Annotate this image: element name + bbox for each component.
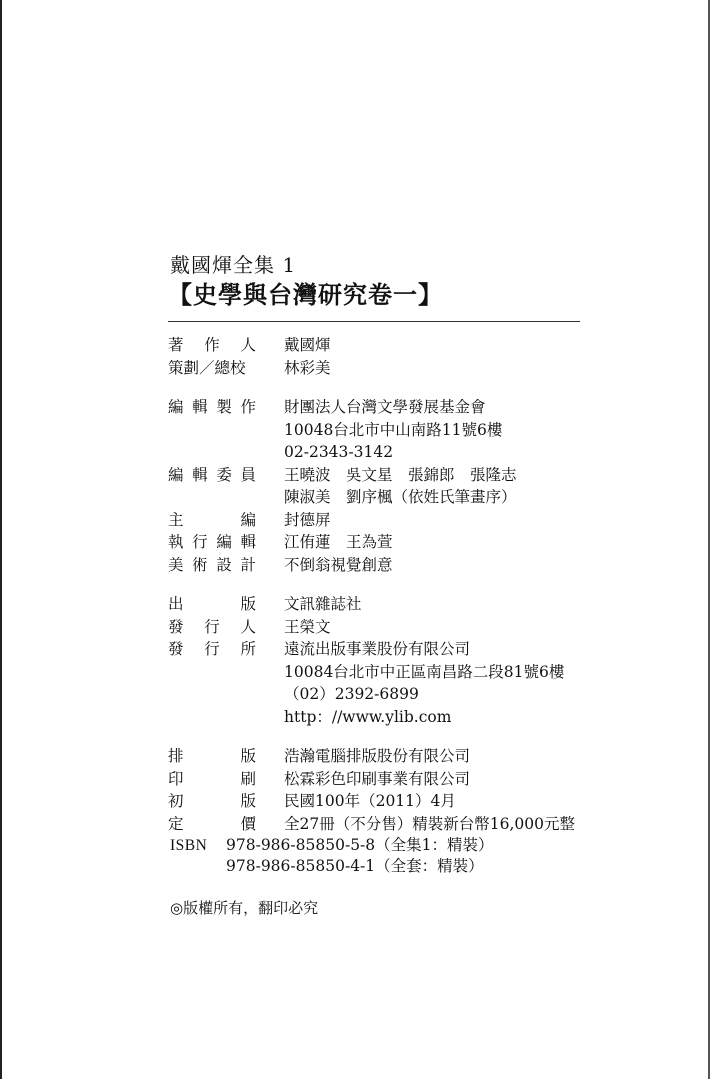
credit-value: 林彩美 xyxy=(284,358,331,377)
isbn-value: 978-986-85850-4-1（全套：精裝） xyxy=(226,857,484,875)
credit-value: 02-2343-3142 xyxy=(284,443,394,461)
credit-label: 印刷 xyxy=(168,769,256,788)
credit-value: 10084台北市中正區南昌路二段81號6樓 xyxy=(284,662,565,681)
credit-label-wrap xyxy=(168,790,284,813)
credit-label: 定價 xyxy=(168,814,256,833)
isbn-value: 978-986-85850-5-8（全集1：精裝） xyxy=(226,836,494,854)
title-divider xyxy=(168,321,580,322)
credit-label-wrap xyxy=(168,813,284,836)
credit-values xyxy=(284,593,588,616)
credit-values xyxy=(284,768,588,791)
credit-values xyxy=(284,813,588,836)
credit-label: 執行編輯 xyxy=(168,533,256,551)
credit-value: http：//www.ylib.com xyxy=(284,707,452,726)
credit-label-wrap xyxy=(168,593,284,616)
printing-block xyxy=(168,745,588,835)
credit-label-wrap xyxy=(168,638,284,728)
credit-row xyxy=(168,616,588,639)
credit-values xyxy=(284,334,588,357)
credit-row xyxy=(168,790,588,813)
credit-value: 松霖彩色印刷事業有限公司 xyxy=(284,769,471,788)
credit-values xyxy=(284,616,588,639)
credit-values xyxy=(284,745,588,768)
credit-row xyxy=(168,638,588,728)
credit-values xyxy=(284,790,588,813)
credit-value: 王榮文 xyxy=(284,617,331,636)
credit-values xyxy=(284,638,588,728)
credit-value: （02）2392-6899 xyxy=(284,685,419,703)
credit-value: 王曉波 吳文星 張錦郎 張隆志 xyxy=(284,465,517,484)
credit-values xyxy=(284,531,588,554)
credit-label-wrap xyxy=(168,357,284,380)
credit-label: 著作人 xyxy=(168,336,256,354)
credit-label-wrap xyxy=(168,616,284,639)
credit-label-wrap xyxy=(168,745,284,768)
credit-row xyxy=(168,334,588,357)
credit-values xyxy=(284,396,588,464)
credit-value: 遠流出版事業股份有限公司 xyxy=(284,640,471,658)
credit-label-wrap xyxy=(168,531,284,554)
credit-value: 封德屏 xyxy=(284,510,331,529)
credit-row xyxy=(168,554,588,577)
credit-label: 發行人 xyxy=(168,617,256,636)
credit-value: 不倒翁視覺創意 xyxy=(284,555,393,574)
credit-label-wrap xyxy=(168,334,284,357)
isbn-label: ISBN xyxy=(170,837,208,854)
isbn-values xyxy=(226,835,494,877)
credit-label-wrap xyxy=(168,768,284,791)
credit-value: 浩瀚電腦排版股份有限公司 xyxy=(284,747,471,765)
credit-label: 美術設計 xyxy=(168,555,256,574)
credit-row xyxy=(168,357,588,380)
credit-row xyxy=(168,464,588,509)
credit-label: 初版 xyxy=(168,792,256,810)
credit-label: 發行所 xyxy=(168,640,256,658)
credit-label: 編輯委員 xyxy=(168,465,256,484)
copyright-notice: ◎版權所有，翻印必究 xyxy=(170,899,319,917)
credit-label-wrap xyxy=(168,509,284,532)
credit-value: 全27冊（不分售）精裝新台幣16,000元整 xyxy=(284,814,575,833)
credit-label: 主編 xyxy=(168,510,256,529)
credit-row xyxy=(168,745,588,768)
credit-row xyxy=(168,813,588,836)
page-edge-left xyxy=(0,0,2,1079)
credit-label-wrap xyxy=(168,396,284,464)
credit-value: 財團法人台灣文學發展基金會 xyxy=(284,398,486,416)
credit-value: 陳淑美 劉序楓（依姓氏筆畫序） xyxy=(284,488,517,506)
credit-row xyxy=(168,593,588,616)
credit-label: 出版 xyxy=(168,595,256,613)
volume-title: 【史學與台灣研究卷一】 xyxy=(168,280,443,309)
editorial-block xyxy=(168,396,588,576)
credit-value: 江侑蓮 王為萱 xyxy=(284,533,393,551)
credit-row xyxy=(168,768,588,791)
credit-label: 編輯製作 xyxy=(168,398,256,416)
credit-values xyxy=(284,509,588,532)
publishing-block xyxy=(168,593,588,728)
credit-row xyxy=(168,531,588,554)
credits-block xyxy=(168,334,588,379)
colophon xyxy=(168,252,588,919)
credit-value: 文訊雜誌社 xyxy=(284,595,362,613)
credit-label-wrap xyxy=(168,554,284,577)
credit-values xyxy=(284,357,588,380)
credit-value: 10048台北市中山南路11號6樓 xyxy=(284,420,503,439)
credit-label-wrap xyxy=(168,464,284,509)
isbn-row xyxy=(170,835,588,877)
credit-value: 民國100年（2011）4月 xyxy=(284,792,456,810)
credit-label: 排版 xyxy=(168,747,256,765)
credit-row xyxy=(168,509,588,532)
credit-value: 戴國煇 xyxy=(284,336,331,354)
credit-row xyxy=(168,396,588,464)
credit-label: 策劃／總校 xyxy=(168,358,246,377)
credit-values xyxy=(284,554,588,577)
credit-values xyxy=(284,464,588,509)
series-title: 戴國煇全集 1 xyxy=(170,253,297,277)
